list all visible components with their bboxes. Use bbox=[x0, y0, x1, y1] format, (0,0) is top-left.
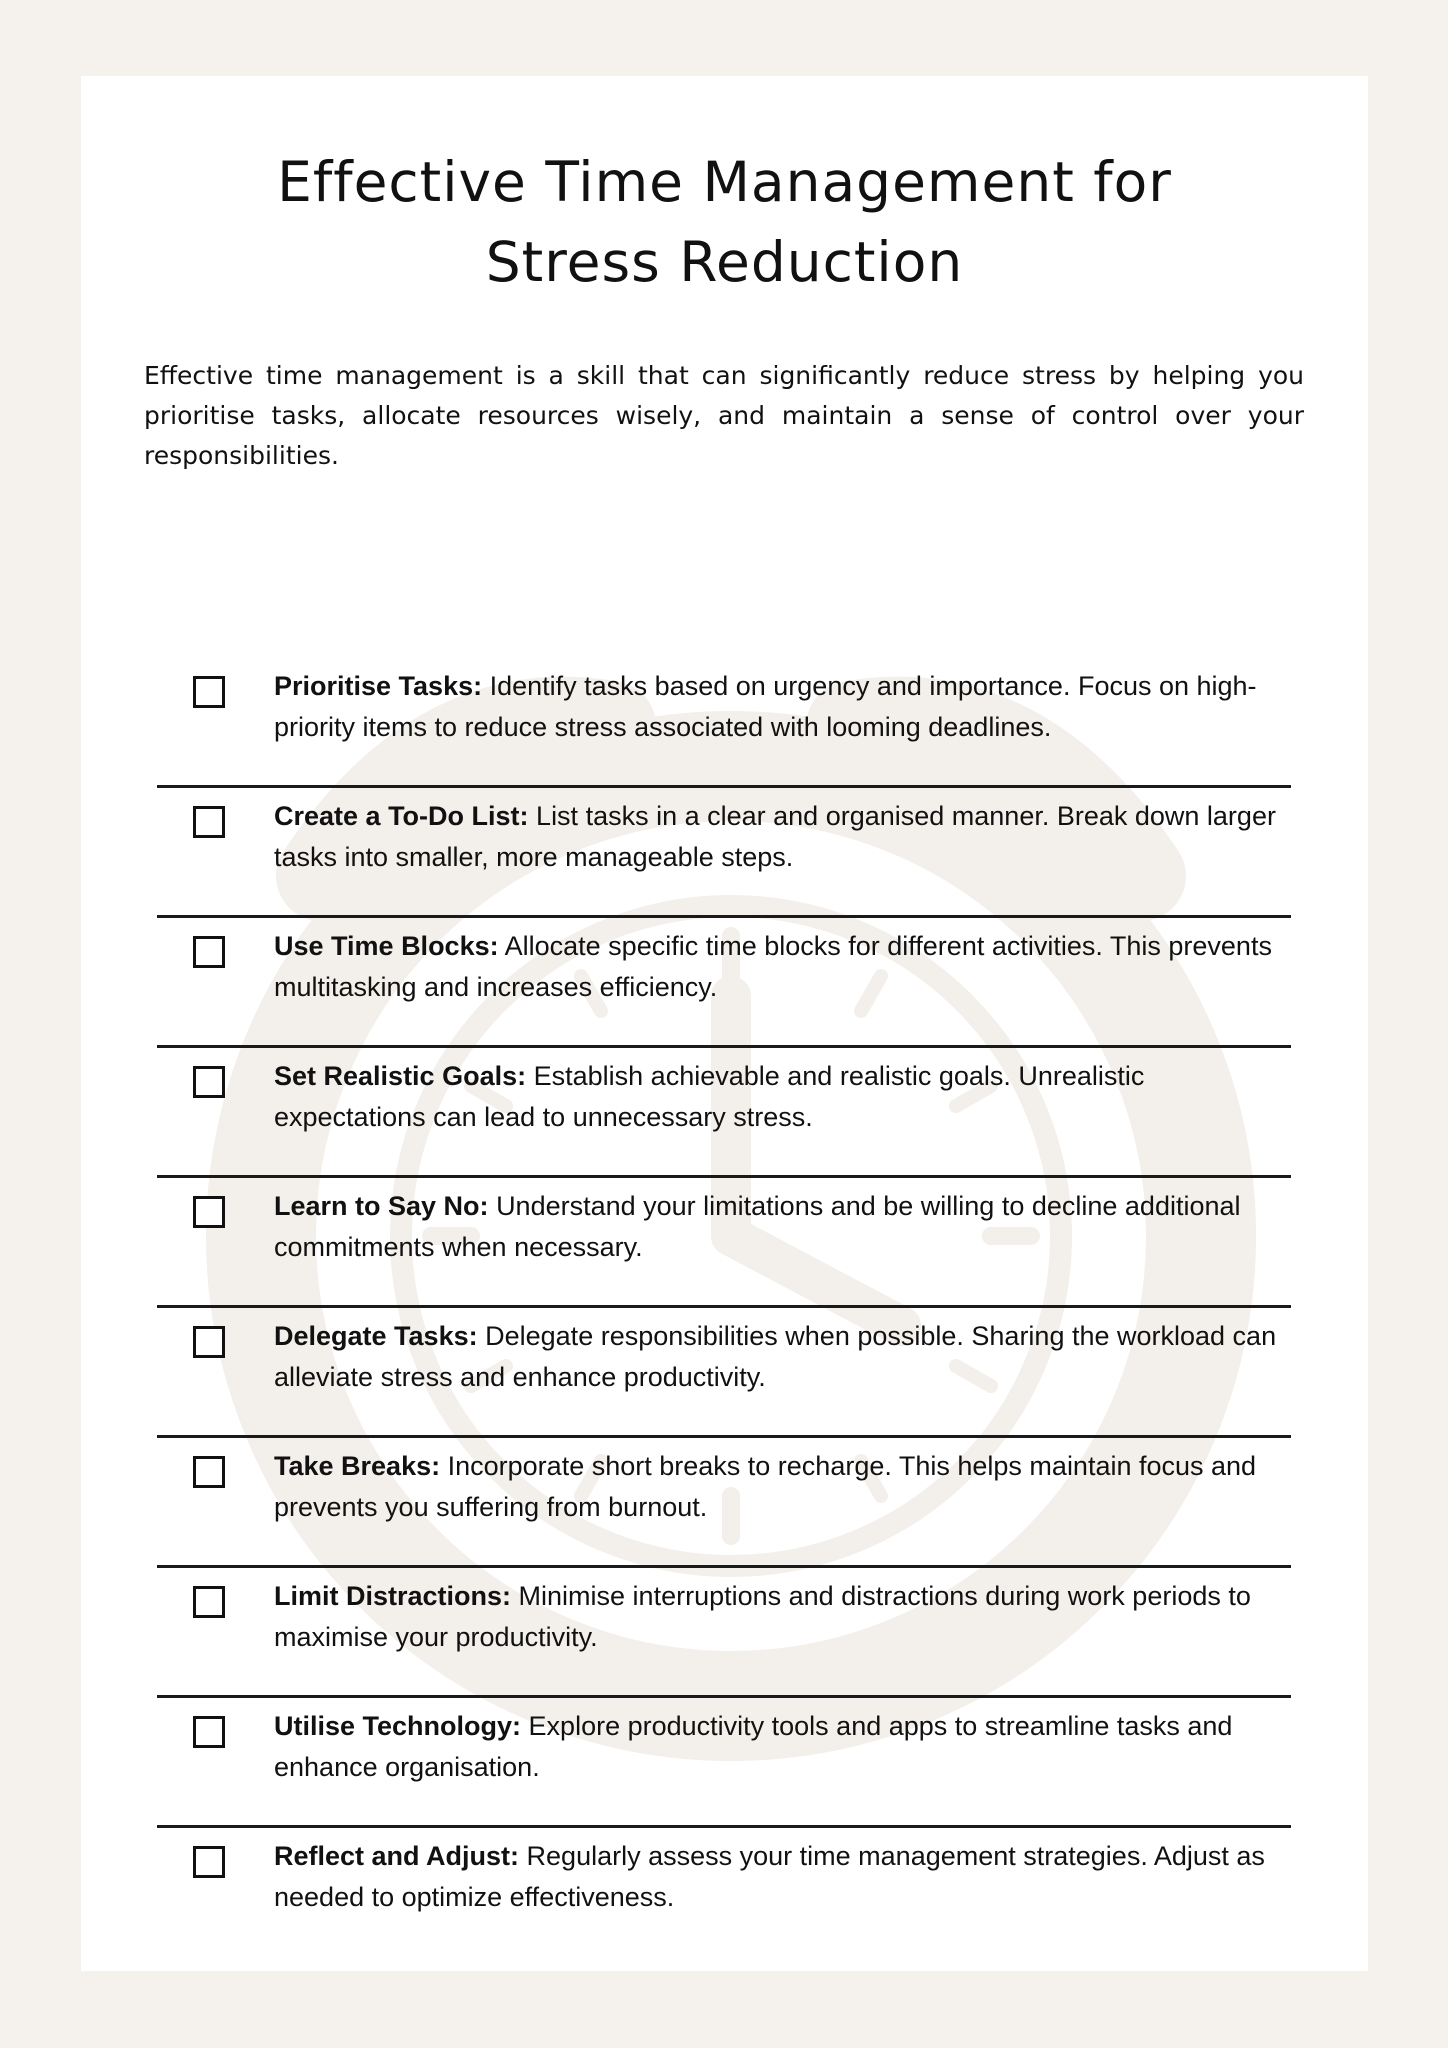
checklist-item-description: Incorporate short breaks to recharge. This helps maintain focus and prevents you suffering from burnout. bbox=[274, 1451, 1257, 1522]
checkbox[interactable] bbox=[193, 676, 225, 708]
checkbox[interactable] bbox=[193, 1846, 225, 1878]
checkbox[interactable] bbox=[193, 1196, 225, 1228]
checkbox[interactable] bbox=[193, 806, 225, 838]
checklist-item-description: Delegate responsibilities when possible. Sharing the workload can alleviate stress and enhance productivity. bbox=[274, 1321, 1277, 1392]
checklist-item-reflect-and-adjust bbox=[157, 1828, 1291, 1955]
checkbox[interactable] bbox=[193, 1456, 225, 1488]
checklist-item-prioritise-tasks bbox=[157, 658, 1291, 788]
checklist-item-label: Delegate Tasks: bbox=[274, 1321, 478, 1351]
checklist-item-text bbox=[274, 1056, 1284, 1138]
checklist-item-text bbox=[274, 1316, 1284, 1398]
checklist-item-label: Prioritise Tasks: bbox=[274, 671, 483, 701]
checklist-item-use-time-blocks bbox=[157, 918, 1291, 1048]
checklist-item-label: Reflect and Adjust: bbox=[274, 1841, 520, 1871]
checkbox[interactable] bbox=[193, 936, 225, 968]
checklist-item-text bbox=[274, 666, 1284, 748]
checklist-item-learn-to-say-no bbox=[157, 1178, 1291, 1308]
checklist-item-description: Establish achievable and realistic goals. Unrealistic expectations can lead to unnecessary stress. bbox=[274, 1061, 1145, 1132]
checklist-item-description: Understand your limitations and be willing to decline additional commitments when necessary. bbox=[274, 1191, 1241, 1262]
checklist-item-text bbox=[274, 1186, 1284, 1268]
checklist-item-label: Utilise Technology: bbox=[274, 1711, 522, 1741]
title-line-1: Effective Time Management for bbox=[277, 150, 1172, 214]
checklist-item-description: Explore productivity tools and apps to streamline tasks and enhance organisation. bbox=[274, 1711, 1233, 1782]
document-sheet bbox=[81, 76, 1368, 1971]
checklist bbox=[157, 658, 1291, 1955]
checklist-item-label: Take Breaks: bbox=[274, 1451, 441, 1481]
checklist-item-delegate-tasks bbox=[157, 1308, 1291, 1438]
checklist-item-text bbox=[274, 926, 1284, 1008]
checklist-item-description: Identify tasks based on urgency and importance. Focus on high-priority items to reduce stress associated with looming deadlines. bbox=[274, 671, 1257, 742]
checklist-item-label: Limit Distractions: bbox=[274, 1581, 512, 1611]
page-title bbox=[81, 142, 1368, 302]
checklist-item-description: Minimise interruptions and distractions during work periods to maximise your productivity. bbox=[274, 1581, 1251, 1652]
checklist-item-label: Create a To-Do List: bbox=[274, 801, 529, 831]
checklist-item-text bbox=[274, 1576, 1284, 1658]
checklist-item-set-realistic-goals bbox=[157, 1048, 1291, 1178]
checkbox[interactable] bbox=[193, 1066, 225, 1098]
checkbox[interactable] bbox=[193, 1586, 225, 1618]
title-line-2: Stress Reduction bbox=[485, 230, 964, 294]
checklist-item-description: Allocate specific time blocks for different activities. This prevents multitasking and increases efficiency. bbox=[274, 931, 1272, 1002]
checkbox[interactable] bbox=[193, 1326, 225, 1358]
checklist-item-limit-distractions bbox=[157, 1568, 1291, 1698]
checklist-item-text bbox=[274, 1706, 1284, 1788]
checklist-item-take-breaks bbox=[157, 1438, 1291, 1568]
intro-paragraph: Effective time management is a skill that can significantly reduce stress by helping you prioritise tasks, allocate resources wisely, and maintain a sense of control over your responsibilities. bbox=[144, 361, 1304, 470]
checklist-item-text bbox=[274, 796, 1284, 878]
checklist-item-utilise-technology bbox=[157, 1698, 1291, 1828]
checklist-item-label: Use Time Blocks: bbox=[274, 931, 499, 961]
checklist-item-text bbox=[274, 1446, 1284, 1528]
checkbox[interactable] bbox=[193, 1716, 225, 1748]
checklist-item-label: Learn to Say No: bbox=[274, 1191, 489, 1221]
checklist-item-description: List tasks in a clear and organised manner. Break down larger tasks into smaller, more manageable steps. bbox=[274, 801, 1276, 872]
checklist-item-text bbox=[274, 1836, 1284, 1918]
checklist-item-label: Set Realistic Goals: bbox=[274, 1061, 527, 1091]
checklist-item-create-todo-list bbox=[157, 788, 1291, 918]
checklist-item-description: Regularly assess your time management strategies. Adjust as needed to optimize effectiveness. bbox=[274, 1841, 1265, 1912]
